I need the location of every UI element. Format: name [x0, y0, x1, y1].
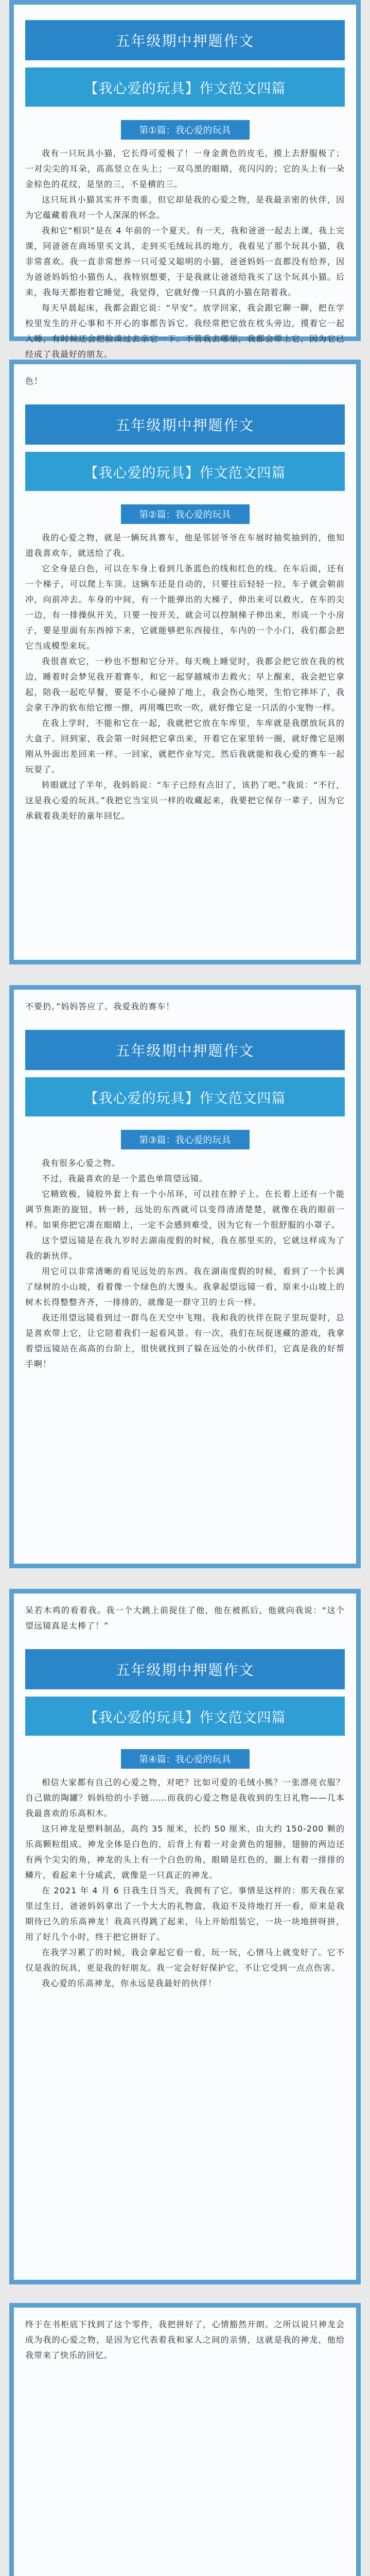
article-body	[25, 1156, 345, 1372]
paragraph: 每天早晨起床，我都会跟它说：“早安”。放学回家，我会跟它聊一聊，把在学校里发生的开心事和不开心的事都告诉它。我经常把它放在枕头旁边，摸着它一起入睡，有时候还会把脸凑过去亲它一下。不管我去哪里，我都会带上它，因为它已经成了我最好的朋友。	[25, 303, 345, 359]
page-subtitle: 【我心爱的玩具】作文范文四篇	[25, 452, 345, 491]
paragraph: 我很喜欢它，一秒也不想和它分开。每天晚上睡觉时，我都会把它放在我的枕边，睡着时会梦见我开着赛车，和它一起穿越城市去救火；早上醒来，我会把它拿起，陪我一起吃早餐，要是不小心碰掉了地上，我会伤心地哭，生怕它摔坏了，我会拿干净的软布给它擦一擦，再用嘴巴吹一吹，就好像它是一只活的小宠物一样。	[25, 656, 345, 713]
paragraph: 我和它“相识”是在 4 年前的一个夏天。有一天，我和爸爸一起去上课，我上完课，同爸爸在商场里买文具，走到买毛绒玩具的地方，我看见了那个玩具小猫，我非常喜欢。我一直非常想养一只可爱又聪明的小猫，爸爸妈妈一直都没有给养，因为爸爸妈妈怕小猫伤人，我特别想要，于是我就让爸爸给我买了这个玩具小猫。后来，我每天都抱着它睡觉，我觉得，它就好像一只真的小猫在陪着我。	[25, 226, 345, 297]
paragraph: 我有一只玩具小猫，它长得可爱极了！一身金黄色的皮毛，摸上去舒服极了；一对尖尖的耳朵，高高竖立在头上；一双乌黑的眼睛，亮闪闪的；它的头上有一朵金棕色的花纹，是坚的三，不是横的三。	[25, 148, 345, 189]
paragraph: 这个望远镜是在我九岁时去湖南度假的时候，我在那里买的，它就这样成为了我的新伙伴。	[25, 1235, 345, 1261]
paragraph: 不过，我最喜欢的是一个蓝色单筒望远镜。	[42, 1174, 208, 1183]
page-card-3	[9, 985, 361, 1568]
section-heading: 第②篇：我心爱的玩具	[121, 504, 250, 524]
continuation-text	[25, 2317, 345, 2363]
paragraph: 用它可以非常清晰的看见远处的东西。我在湖南度假的时候，看到了一个长满了绿树的小山坡，看着像一个绿色的大馒头。我拿起望远镜一看，原来小山坡上的树木长得整整齐齐，一排排的，就像是一群守卫的士兵一样。	[25, 1266, 345, 1307]
paragraph: 转眼就过了半年，我妈妈说：“车子已经有点旧了，该扔了吧。”我说：“不行，这是我心爱的玩具。”我把它当宝贝一样的收藏起来，我要把它保存一辈子，因为它承载着我美好的童年回忆。	[25, 780, 345, 821]
paragraph: 终于在书柜底下找到了这个零件，我把拼好了，心情豁然开朗。之所以说只神龙会成为我的心爱之物，是因为它代表着我和家人之间的亲情，这就是我的神龙，他给我带来了快乐的回忆。	[25, 2319, 345, 2360]
page-subtitle: 【我心爱的玩具】作文范文四篇	[25, 1697, 345, 1736]
paragraph: 这只神龙是塑料制品，高约 35 厘米，长约 50 厘米，由大约 150-200 颗的乐高颗粒组成。神龙全体是白色的，后背上有着一对金黄色的翅膀，翅膀的两边还有两个尖尖的角，神龙的头上有一个白色的角，眼睛是红色的，腿上有着一排排的鳞片，看起来十分威武，就像是一只真正的神龙。	[25, 1824, 345, 1880]
article-body	[25, 146, 345, 378]
paragraph: 相信大家都有自己的心爱之物，对吧？比如可爱的毛绒小熊？一张漂亮衣服？自己做的陶罐？妈妈给的小手链……而我的心爱之物是我收到的生日礼物——几本我最喜欢的乐高积木。	[25, 1777, 345, 1818]
paragraph: 我的心爱之物，就是一辆玩具赛车，他是邻居爷爷在车展时抽奖抽到的，他知道我喜欢车，就送给了我。	[25, 533, 345, 558]
section-heading: 第①篇：我心爱的玩具	[121, 120, 250, 140]
paragraph: 它全身是白色，可以在车身上看到几条蓝色的线和红色的线。在车后面，还有一个梯子，可以爬上车顶。这辆车还是自动的，只要往后轻轻一拉，车子就会朝前冲，向前冲去。车身的中间，有一个能弹出的大梯子，伸出来可以救火。在车的尖一边，有一排操纵开关，只要一按开关，就会可以控制梯子伸出来，形成一个小房子，要是里面有东西掉下来，它就能够把东西接住，车内的一个小门，我们都会把它当成模型来玩。	[25, 564, 345, 651]
paragraph: 它精致极，镜胶外套上有一个小吊环，可以挂在脖子上。在长着上还有一个能调节焦距的旋钮，转一转，远处的东西就可以变得清清楚楚，就像在我的眼前一样。如果你把它凑在眼睛上，一定不会感到难受，因为它有一个很舒服的小罩子。	[25, 1189, 345, 1230]
section-heading: 第③篇：我心爱的玩具	[121, 1130, 250, 1149]
article-body	[25, 1775, 345, 1991]
paragraph: 在我学习累了的时候，我会拿起它看一看，玩一玩，心情马上就变好了。它不仅是我的玩具，更是我的好朋友。我一定会好好保护它，不让它受到一点点伤害。	[25, 1947, 345, 1973]
continuation-text	[25, 1603, 345, 1634]
page-subtitle: 【我心爱的玩具】作文范文四篇	[25, 1077, 345, 1116]
paragraph: 在我上学时，不能和它在一起，我就把它放在车库里，车库就是我摆放玩具的大盒子。回到家，我会第一时间把它拿出来，开着它在家里转一圈，就好像它是刚刚从外面出差回来一样。一回家，就把作业写完，然后我就能和我心爱的赛车一起玩耍了。	[25, 718, 345, 774]
page-subtitle: 【我心爱的玩具】作文范文四篇	[25, 67, 345, 107]
paragraph: 呆若木鸡的看着我。我一个大跳上前捉住了他，他在被抓后，他就向我说：“这个望远镜真是太棒了！”	[25, 1605, 345, 1631]
paragraph: 我还用望远镜看到过一群鸟在天空中飞翔。我和我的伙伴在院子里玩耍时，总是喜欢带上它，让它陪着我们一起看风景。有一次，我们在玩捉迷藏的游戏，我拿着望远镜站在高高的台阶上，很快就找到了躲在远处的小伙伴们，它真是我的好帮手啊！	[25, 1313, 345, 1369]
page-title: 五年级期中押题作文	[25, 404, 345, 445]
paragraph: 我有很多心爱之物。	[42, 1158, 121, 1168]
paragraph: 色！	[25, 376, 43, 386]
page-card-5	[9, 2303, 361, 2576]
page-title: 五年级期中押题作文	[25, 20, 345, 60]
article-body	[25, 530, 345, 824]
paragraph: 这只玩具小猫其实并不贵重，但它却是我的心爱之物，是我最亲密的伙伴，因为它蕴藏着我对一个人深深的怀念。	[25, 195, 345, 220]
page-title: 五年级期中押题作文	[25, 1649, 345, 1689]
paragraph: 不要扔。”妈妈答应了。我爱我的赛车！	[25, 1002, 175, 1011]
page-title: 五年级期中押题作文	[25, 1030, 345, 1070]
paragraph: 在 2021 年 4 月 6 日我生日当天，我拥有了它。事情是这样的：那天我在家里过生日，爸爸妈妈拿出了一个大大的礼物盒，我迫不及待地打开一看，原来是我期待已久的乐高神龙！我高兴得跳了起来，马上开始组装它，一块一块地拼呀拼，用了好几个小时，终于把它拼好了。	[25, 1886, 345, 1942]
page-card-4	[9, 1589, 361, 2284]
continuation-text	[25, 374, 345, 389]
page-card-1	[9, 0, 361, 359]
continuation-text	[25, 999, 345, 1014]
section-heading: 第④篇：我心爱的玩具	[121, 1749, 250, 1769]
paragraph: 我心爱的乐高神龙，你永远是我最好的伙伴！	[42, 1978, 217, 1988]
page-card-2	[9, 360, 361, 964]
